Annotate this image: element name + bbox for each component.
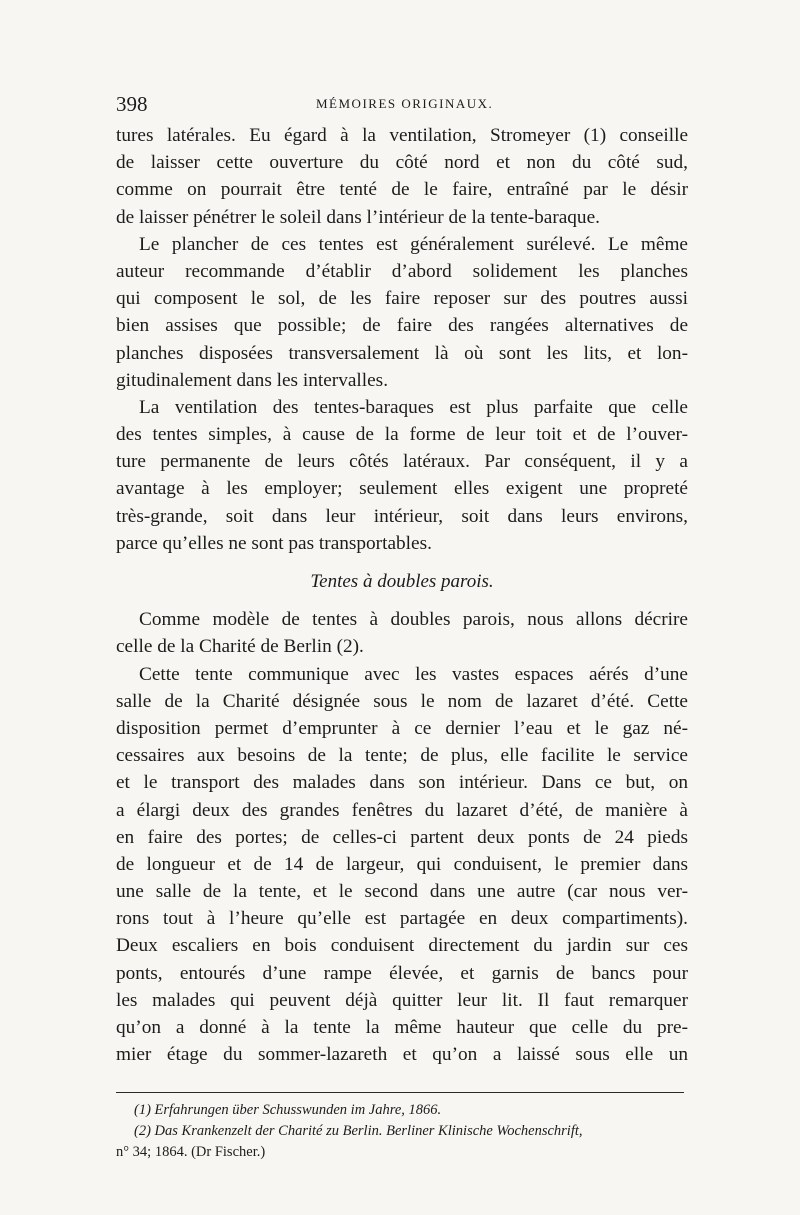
text-line: avantage à les employer; seulement elles exigent une propreté [116,478,688,500]
body-text [116,122,688,1068]
text-line: qui composent le sol, de les faire reposer sur des poutres aussi [116,288,688,310]
text-line: parce qu’elles ne sont pas transportables. [116,532,432,554]
text-line: ture permanente de leurs côtés latéraux. Par conséquent, il y a [116,451,688,473]
footnotes [116,1100,686,1163]
text-line: mier étage du sommer-lazareth et qu’on a laissé sous elle un [116,1044,688,1066]
text-line: les malades qui peuvent déjà quitter leur lit. Il faut remarquer [116,989,688,1011]
section-title: Tentes à doubles parois. [310,571,494,592]
text-line: rons tout à l’heure qu’elle est partagée en deux compartiments). [116,908,688,930]
text-line: Le plancher de ces tentes est généralement surélevé. Le même [139,233,688,255]
text-line: celle de la Charité de Berlin (2). [116,636,364,658]
page-number: 398 [116,92,148,116]
text-line: de laisser pénétrer le soleil dans l’intérieur de la tente-baraque. [116,206,600,228]
text-line: ponts, entourés d’une rampe élevée, et garnis de bancs pour [116,962,688,984]
text-line: La ventilation des tentes-baraques est plus parfaite que celle [139,396,688,418]
text-line: qu’on a donné à la tente la même hauteur que celle du pre- [116,1017,688,1038]
text-line: tures latérales. Eu égard à la ventilation, Stromeyer (1) conseille [116,125,688,146]
text-line: gitudinalement dans les intervalles. [116,369,389,391]
footnote-2: (2) Das Krankenzelt der Charité zu Berlin. Berliner Klinische Wochenschrift, [134,1123,583,1139]
text-line: des tentes simples, à cause de la forme de leur toit et de l’ouver- [116,424,688,446]
text-line: comme on pourrait être tenté de le faire, entraîné par le désir [116,179,688,201]
text-line: et le transport des malades dans son intérieur. Dans ce but, on [116,772,688,794]
text-line: Cette tente communique avec les vastes espaces aérés d’une [139,663,688,685]
text-line: Deux escaliers en bois conduisent directement du jardin sur ces [116,935,688,957]
footnote-1: (1) Erfahrungen über Schusswunden im Jahre, 1866. [134,1102,442,1118]
text-line: disposition permet d’emprunter à ce dernier l’eau et le gaz né- [116,717,688,739]
text-line: de laisser cette ouverture du côté nord et non du côté sud, [116,152,688,174]
text-line: a élargi deux des grandes fenêtres du lazaret d’été, de manière à [116,799,688,821]
footnote-divider [116,1092,684,1093]
text-line: auteur recommande d’établir d’abord solidement les planches [116,260,688,282]
footnote-2-continued: n° 34; 1864. (Dr Fischer.) [116,1144,266,1160]
text-line: en faire des portes; de celles-ci partent deux ponts de 24 pieds [116,826,688,848]
page [116,92,688,1068]
text-line: planches disposées transversalement là où sont les lits, et lon- [116,342,688,364]
text-line: bien assises que possible; de faire des rangées alternatives de [116,315,688,337]
running-head [116,92,688,122]
text-line: cessaires aux besoins de la tente; de plus, elle facilite le service [116,745,688,767]
text-line: salle de la Charité désignée sous le nom de lazaret d’été. Cette [116,690,688,712]
text-line: très-grande, soit dans leur intérieur, soit dans leurs environs, [116,505,688,527]
text-line: de longueur et de 14 de largeur, qui conduisent, le premier dans [116,853,688,875]
text-line: Comme modèle de tentes à doubles parois, nous allons décrire [139,609,688,631]
header-title: MÉMOIRES ORIGINAUX. [316,96,494,111]
text-line: une salle de la tente, et le second dans une autre (car nous ver- [116,881,688,903]
